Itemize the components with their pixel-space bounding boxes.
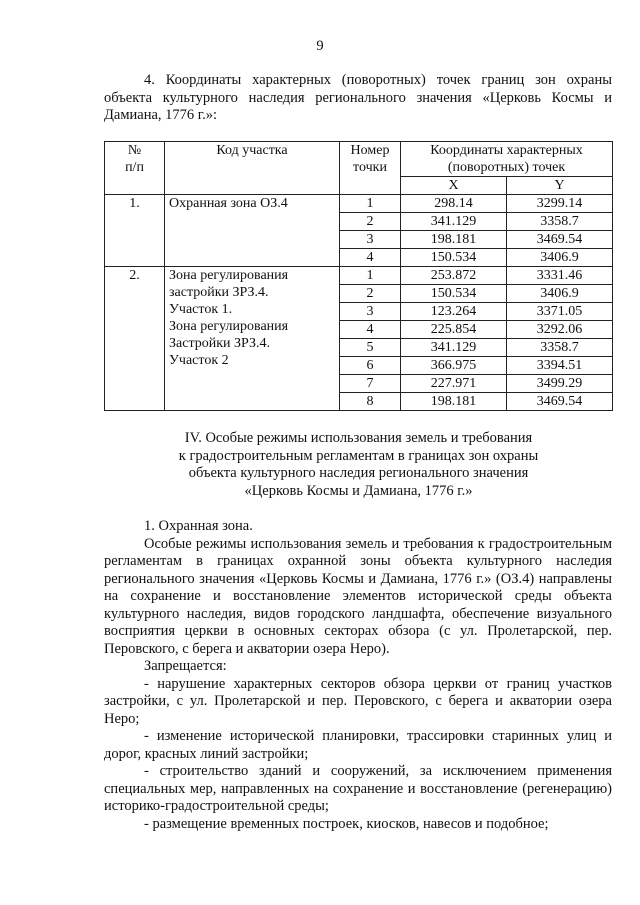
cell-x: 123.264 — [401, 303, 507, 321]
prohibited-label: Запрещается: — [144, 658, 227, 674]
cell-code: Зона регулирования застройки ЗРЗ.4. Участок 1. Зона регулирования Застройки ЗРЗ.4. Участок 2 — [165, 267, 340, 411]
header-x: X — [401, 177, 507, 195]
prohibition-item: - размещение временных построек, киосков, навесов и подобное; — [144, 815, 549, 832]
cell-y: 3292.06 — [507, 321, 613, 339]
cell-point: 1 — [340, 267, 401, 285]
prohibition-item: - строительство зданий и сооружений, за исключением применения специальных мер, направленных на сохранение и восстановление (регенерацию) историко-градостроительной среды; — [104, 763, 612, 814]
cell-point: 1 — [340, 195, 401, 213]
header-point: Номер точки — [340, 142, 401, 195]
cell-x: 150.534 — [401, 285, 507, 303]
cell-point: 4 — [340, 249, 401, 267]
cell-y: 3299.14 — [507, 195, 613, 213]
header-code: Код участка — [165, 142, 340, 195]
cell-y: 3406.9 — [507, 285, 613, 303]
cell-x: 150.534 — [401, 249, 507, 267]
section-title-line: IV. Особые режимы использования земель и требования — [184, 430, 533, 446]
intro-paragraph: 4. Координаты характерных (поворотных) точек границ зон охраны объекта культурного наследия регионального значения «Церковь Космы и Дамиана, 1776 г.»: — [104, 72, 612, 123]
cell-x: 298.14 — [401, 195, 507, 213]
item-heading: 1. Охранная зона. — [144, 518, 253, 534]
cell-x: 225.854 — [401, 321, 507, 339]
coordinates-table — [104, 141, 613, 411]
cell-point: 4 — [340, 321, 401, 339]
cell-y: 3358.7 — [507, 213, 613, 231]
table-row — [105, 267, 613, 285]
section-title-line: к градостроительным регламентам в границах зон охраны — [178, 447, 539, 464]
table-row — [105, 195, 613, 213]
cell-point: 2 — [340, 285, 401, 303]
cell-point: 7 — [340, 375, 401, 393]
cell-point: 6 — [340, 357, 401, 375]
cell-y: 3469.54 — [507, 393, 613, 411]
page-number: 9 — [316, 38, 324, 54]
cell-point: 8 — [340, 393, 401, 411]
section-title-line: «Церковь Космы и Дамиана, 1776 г.» — [244, 482, 473, 499]
cell-x: 198.181 — [401, 393, 507, 411]
cell-x: 227.971 — [401, 375, 507, 393]
cell-point: 3 — [340, 231, 401, 249]
cell-num: 1. — [105, 195, 165, 267]
cell-y: 3331.46 — [507, 267, 613, 285]
section-title-line: объекта культурного наследия регионального значения — [188, 465, 529, 481]
cell-y: 3371.05 — [507, 303, 613, 321]
cell-x: 341.129 — [401, 213, 507, 231]
cell-code: Охранная зона ОЗ.4 — [165, 195, 340, 267]
body-text — [104, 518, 612, 833]
cell-y: 3358.7 — [507, 339, 613, 357]
cell-point: 5 — [340, 339, 401, 357]
cell-y: 3499.29 — [507, 375, 613, 393]
cell-num: 2. — [105, 267, 165, 411]
prohibition-item: - нарушение характерных секторов обзора церкви от границ участков застройки, с ул. Пролетарской и пер. Перовского, с берега и акватории озера Неро; — [104, 675, 612, 727]
cell-y: 3406.9 — [507, 249, 613, 267]
header-y: Y — [507, 177, 613, 195]
cell-x: 341.129 — [401, 339, 507, 357]
section-title — [104, 430, 613, 500]
cell-y: 3469.54 — [507, 231, 613, 249]
header-coords: Координаты характерных (поворотных) точек — [401, 142, 613, 177]
cell-x: 366.975 — [401, 357, 507, 375]
regime-paragraph: Особые режимы использования земель и требования к градостроительным регламентам в границах охранной зоны объекта культурного наследия регионального значения «Церковь Космы и Дамиана, 1776 г.» (ОЗ.4) направлены на сохранение и восстановление элементов исторической среды объекта культурного наследия, видов городского ландшафта, обеспечение визуального восприятия церкви в основных секторах обзора (с ул. Пролетарской, пер. Перовского, с берега и акватории озера Неро). — [104, 535, 612, 657]
cell-point: 2 — [340, 213, 401, 231]
prohibition-item: - изменение исторической планировки, трассировки старинных улиц и дорог, красных линий застройки; — [104, 728, 612, 762]
cell-x: 253.872 — [401, 267, 507, 285]
cell-y: 3394.51 — [507, 357, 613, 375]
table-header-row — [105, 142, 613, 177]
header-num: № п/п — [105, 142, 165, 195]
cell-point: 3 — [340, 303, 401, 321]
cell-x: 198.181 — [401, 231, 507, 249]
